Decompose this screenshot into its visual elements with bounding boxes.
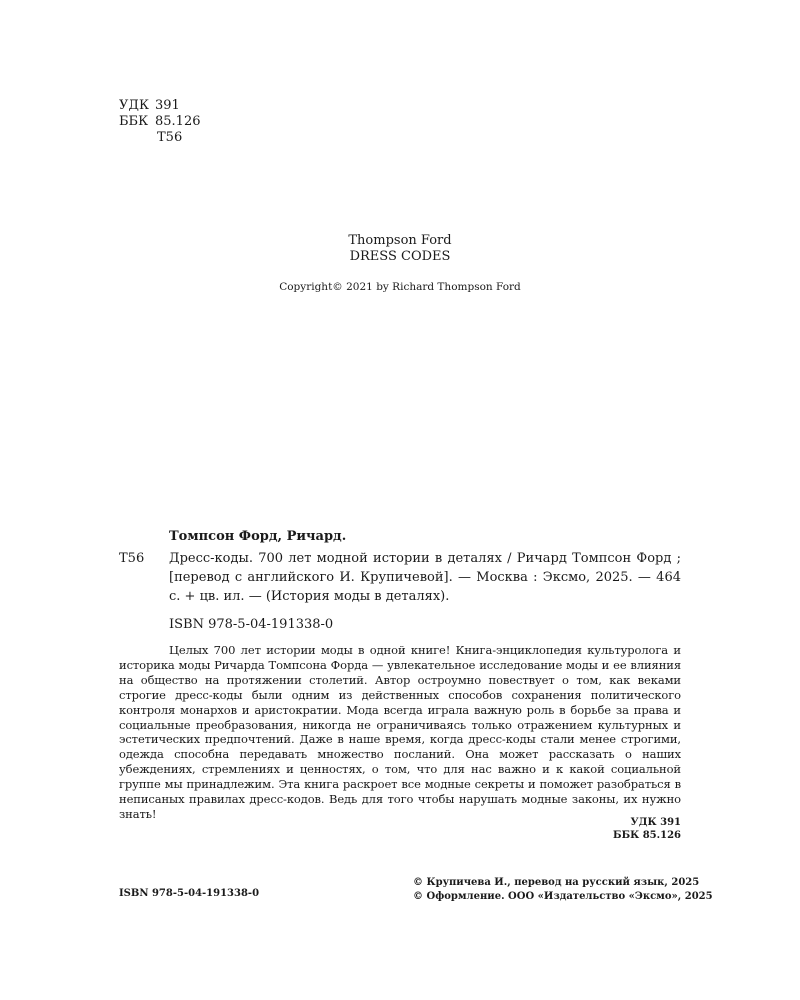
annotation: Целых 700 лет истории моды в одной книге! Книга-энциклопедия культуролога и историка моды Ричарда Томпсона Форда — увлекательное исследование моды и ее влияния на общество на протяжении столетий. Автор остроумно повествует о том, как веками строгие дресс-коды были одним из действенных способов сохранения политического контроля монархов и аристократии. Мода всегда играла важную роль в борьбе за права и социальные преобразования, никогда не ограничиваясь только отражением культурных и эстетических предпочтений. Даже в наше время, когда дресс-коды стали менее строгими, одежда способна передавать множество посланий. Она может рассказать о наших убеждениях, стремлениях и ценностях, о том, что для нас важно и к какой социальной группе мы принадлежим. Эта книга раскроет все модные секреты и поможет разобраться в неписаных правилах дресс-кодов. Ведь для того чтобы нарушать модные законы, их нужно знать!: [119, 643, 681, 821]
author-mark: [119, 130, 201, 146]
udk-row: [119, 98, 201, 114]
author-mark-value: Т56: [157, 130, 183, 145]
footer-copyrights: [413, 876, 713, 904]
original-title: DRESS CODES: [349, 249, 451, 264]
catalog-isbn: ISBN 978-5-04-191338-0: [169, 617, 334, 632]
bottom-classification: [613, 816, 681, 842]
udk-label: УДК: [119, 98, 150, 113]
udk-value: 391: [155, 98, 180, 113]
bbk-value: 85.126: [155, 114, 201, 129]
original-title-block: [0, 233, 800, 265]
bottom-udk: УДК 391: [630, 817, 681, 828]
design-copyright: © Оформление. ООО «Издательство «Эксмо», 2025: [413, 891, 713, 902]
bbk-row: [119, 114, 201, 130]
original-copyright: Copyright© 2021 by Richard Thompson Ford: [279, 281, 521, 293]
catalog-description-row: [119, 549, 681, 606]
bottom-bbk: ББК 85.126: [613, 830, 681, 841]
bbk-label: ББК: [119, 114, 149, 129]
catalog-description: Дресс-коды. 700 лет модной истории в деталях / Ричард Томпсон Форд ; [перевод с английского И. Крупичевой]. — Москва : Эксмо, 2025. — 464 с. + цв. ил. — (История моды в деталях).: [169, 551, 681, 604]
translation-copyright: © Крупичева И., перевод на русский язык, 2025: [413, 877, 700, 888]
original-author: Thompson Ford: [348, 233, 452, 248]
catalog-record: [119, 528, 681, 822]
catalog-heading: Томпсон Форд, Ричард.: [169, 529, 347, 544]
classification-block: [119, 98, 201, 146]
footer-isbn: ISBN 978-5-04-191338-0: [119, 888, 260, 899]
catalog-code: Т56: [119, 551, 145, 566]
